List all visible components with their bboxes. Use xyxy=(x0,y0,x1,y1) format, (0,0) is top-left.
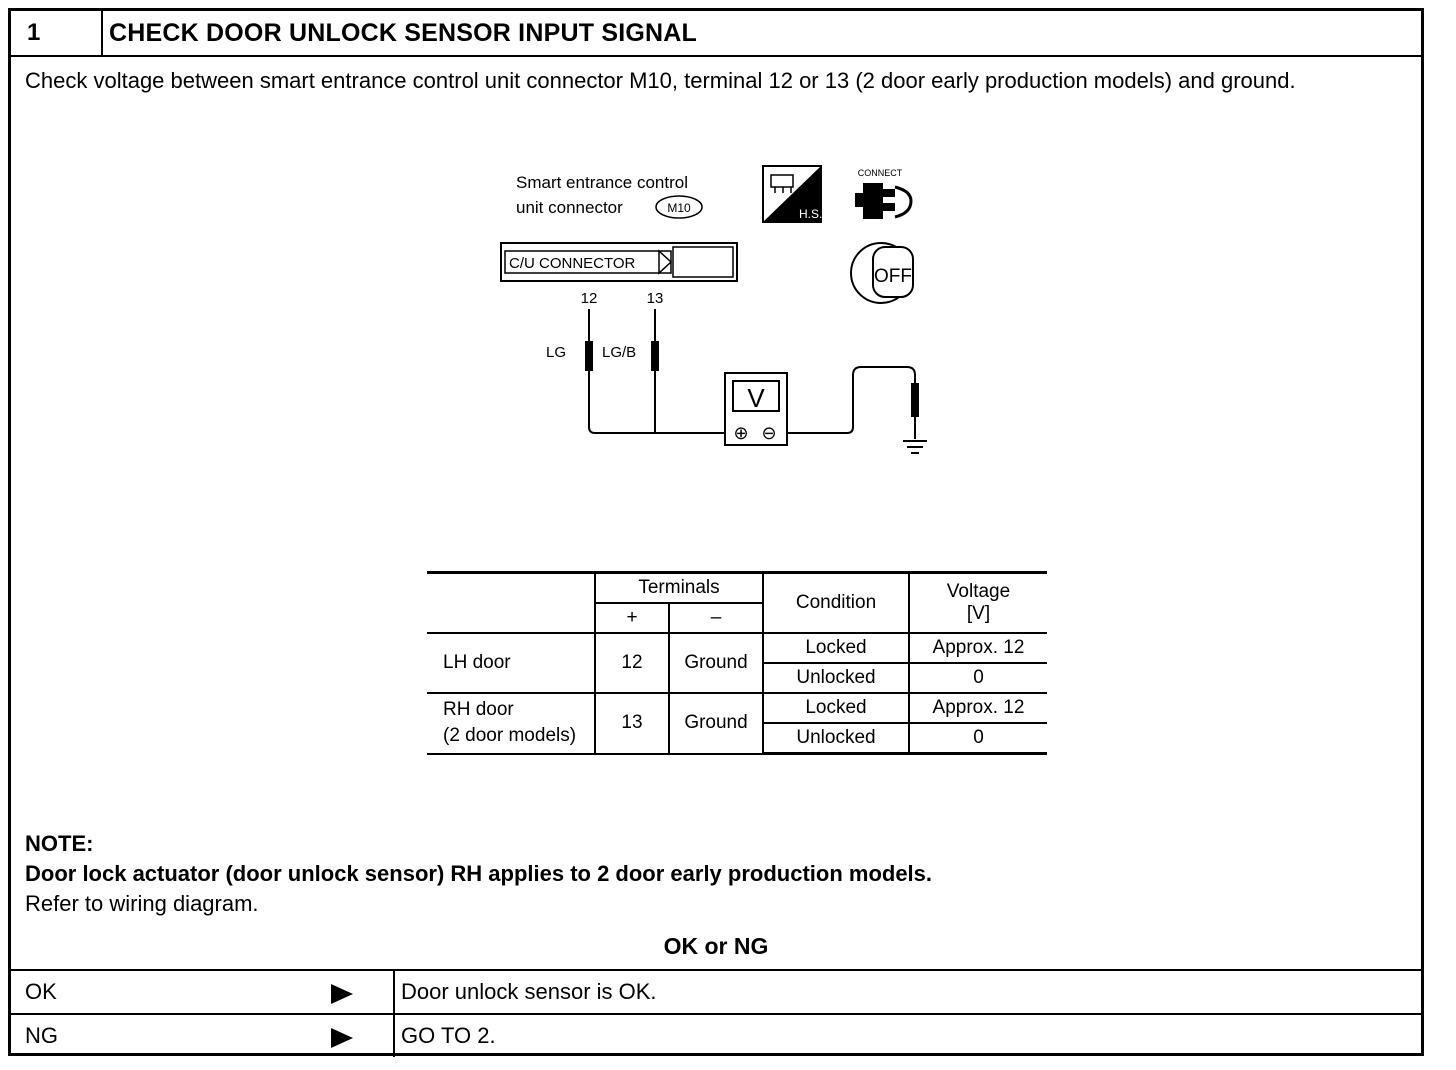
header-voltage-line1: Voltage xyxy=(946,581,1011,602)
result-row-ng xyxy=(11,1013,1421,1057)
terminal-13-label: 13 xyxy=(646,290,664,307)
condition-cell: Unlocked xyxy=(763,723,909,754)
header-minus: – xyxy=(669,603,763,633)
voltage-cell: Approx. 12 xyxy=(909,693,1047,723)
probe-13 xyxy=(651,309,659,433)
result-row-ok xyxy=(11,969,1421,1013)
harness-side-icon xyxy=(763,166,822,222)
inspection-step-frame xyxy=(8,8,1424,1056)
condition-cell: Locked xyxy=(763,633,909,663)
plus-terminal: ⊕ xyxy=(733,423,749,443)
door-label: RH door xyxy=(443,699,514,721)
result-label: OK xyxy=(25,979,57,1004)
row-rh-door xyxy=(427,693,595,754)
arrow-right-icon xyxy=(331,1028,353,1048)
terminal-minus-cell: Ground xyxy=(669,633,763,693)
step-number: 1 xyxy=(11,11,103,55)
note-bold-text: Door lock actuator (door unlock sensor) RH applies to 2 door early production models. xyxy=(25,861,933,886)
row-lh-door xyxy=(427,633,595,693)
header-terminals: Terminals xyxy=(595,573,763,604)
terminal-12-label: 12 xyxy=(580,290,598,307)
voltmeter-symbol: V xyxy=(747,383,765,413)
note-text: Refer to wiring diagram. xyxy=(25,891,259,916)
terminal-plus-cell: 12 xyxy=(595,633,669,693)
terminal-plus-cell: 13 xyxy=(595,693,669,754)
wire-lg-label: LG xyxy=(545,344,566,361)
header-voltage-line2: [V] xyxy=(966,603,991,624)
result-title: OK or NG xyxy=(663,933,769,959)
note-block xyxy=(25,829,932,919)
connector-id: M10 xyxy=(667,201,691,215)
voltage-cell: 0 xyxy=(909,723,1047,754)
connect-label: CONNECT xyxy=(857,168,903,178)
voltage-cell: 0 xyxy=(909,663,1047,693)
result-text: GO TO 2. xyxy=(401,1023,496,1048)
condition-cell: Locked xyxy=(763,693,909,723)
ignition-off-icon xyxy=(851,243,913,303)
connector-label-line2: unit connector xyxy=(516,198,623,217)
header-condition: Condition xyxy=(763,573,909,634)
column-divider xyxy=(393,971,395,1013)
note-heading: NOTE: xyxy=(25,831,94,856)
instruction-text: Check voltage between smart entrance control unit connector M10, terminal 12 or 13 (2 door early production models) and ground. xyxy=(25,68,1296,93)
connect-icon xyxy=(855,168,911,219)
condition-cell: Unlocked xyxy=(763,663,909,693)
terminal-minus-cell: Ground xyxy=(669,693,763,754)
cu-connector xyxy=(501,243,737,281)
wire-lgb-label: LG/B xyxy=(602,344,637,361)
door-sublabel: (2 door models) xyxy=(443,725,577,747)
table-corner-cell xyxy=(427,573,595,634)
result-text: Door unlock sensor is OK. xyxy=(401,979,657,1004)
off-label: OFF xyxy=(874,266,912,287)
connector-label-line1: Smart entrance control xyxy=(516,173,688,192)
column-divider xyxy=(393,1015,395,1057)
door-label: LH door xyxy=(443,652,511,673)
wiring-diagram xyxy=(11,11,1421,571)
result-label: NG xyxy=(25,1023,58,1048)
header-voltage xyxy=(909,573,1047,634)
header-plus: + xyxy=(595,603,669,633)
arrow-right-icon xyxy=(331,984,353,1004)
hs-icon-label: H.S. xyxy=(799,207,823,221)
connector-box-label: C/U CONNECTOR xyxy=(509,255,636,272)
voltmeter xyxy=(725,373,787,445)
step-title: CHECK DOOR UNLOCK SENSOR INPUT SIGNAL xyxy=(109,19,697,47)
voltage-cell: Approx. 12 xyxy=(909,633,1047,663)
voltage-spec-table xyxy=(427,571,1047,755)
ground-probe xyxy=(787,367,927,453)
minus-terminal: ⊖ xyxy=(761,423,777,443)
